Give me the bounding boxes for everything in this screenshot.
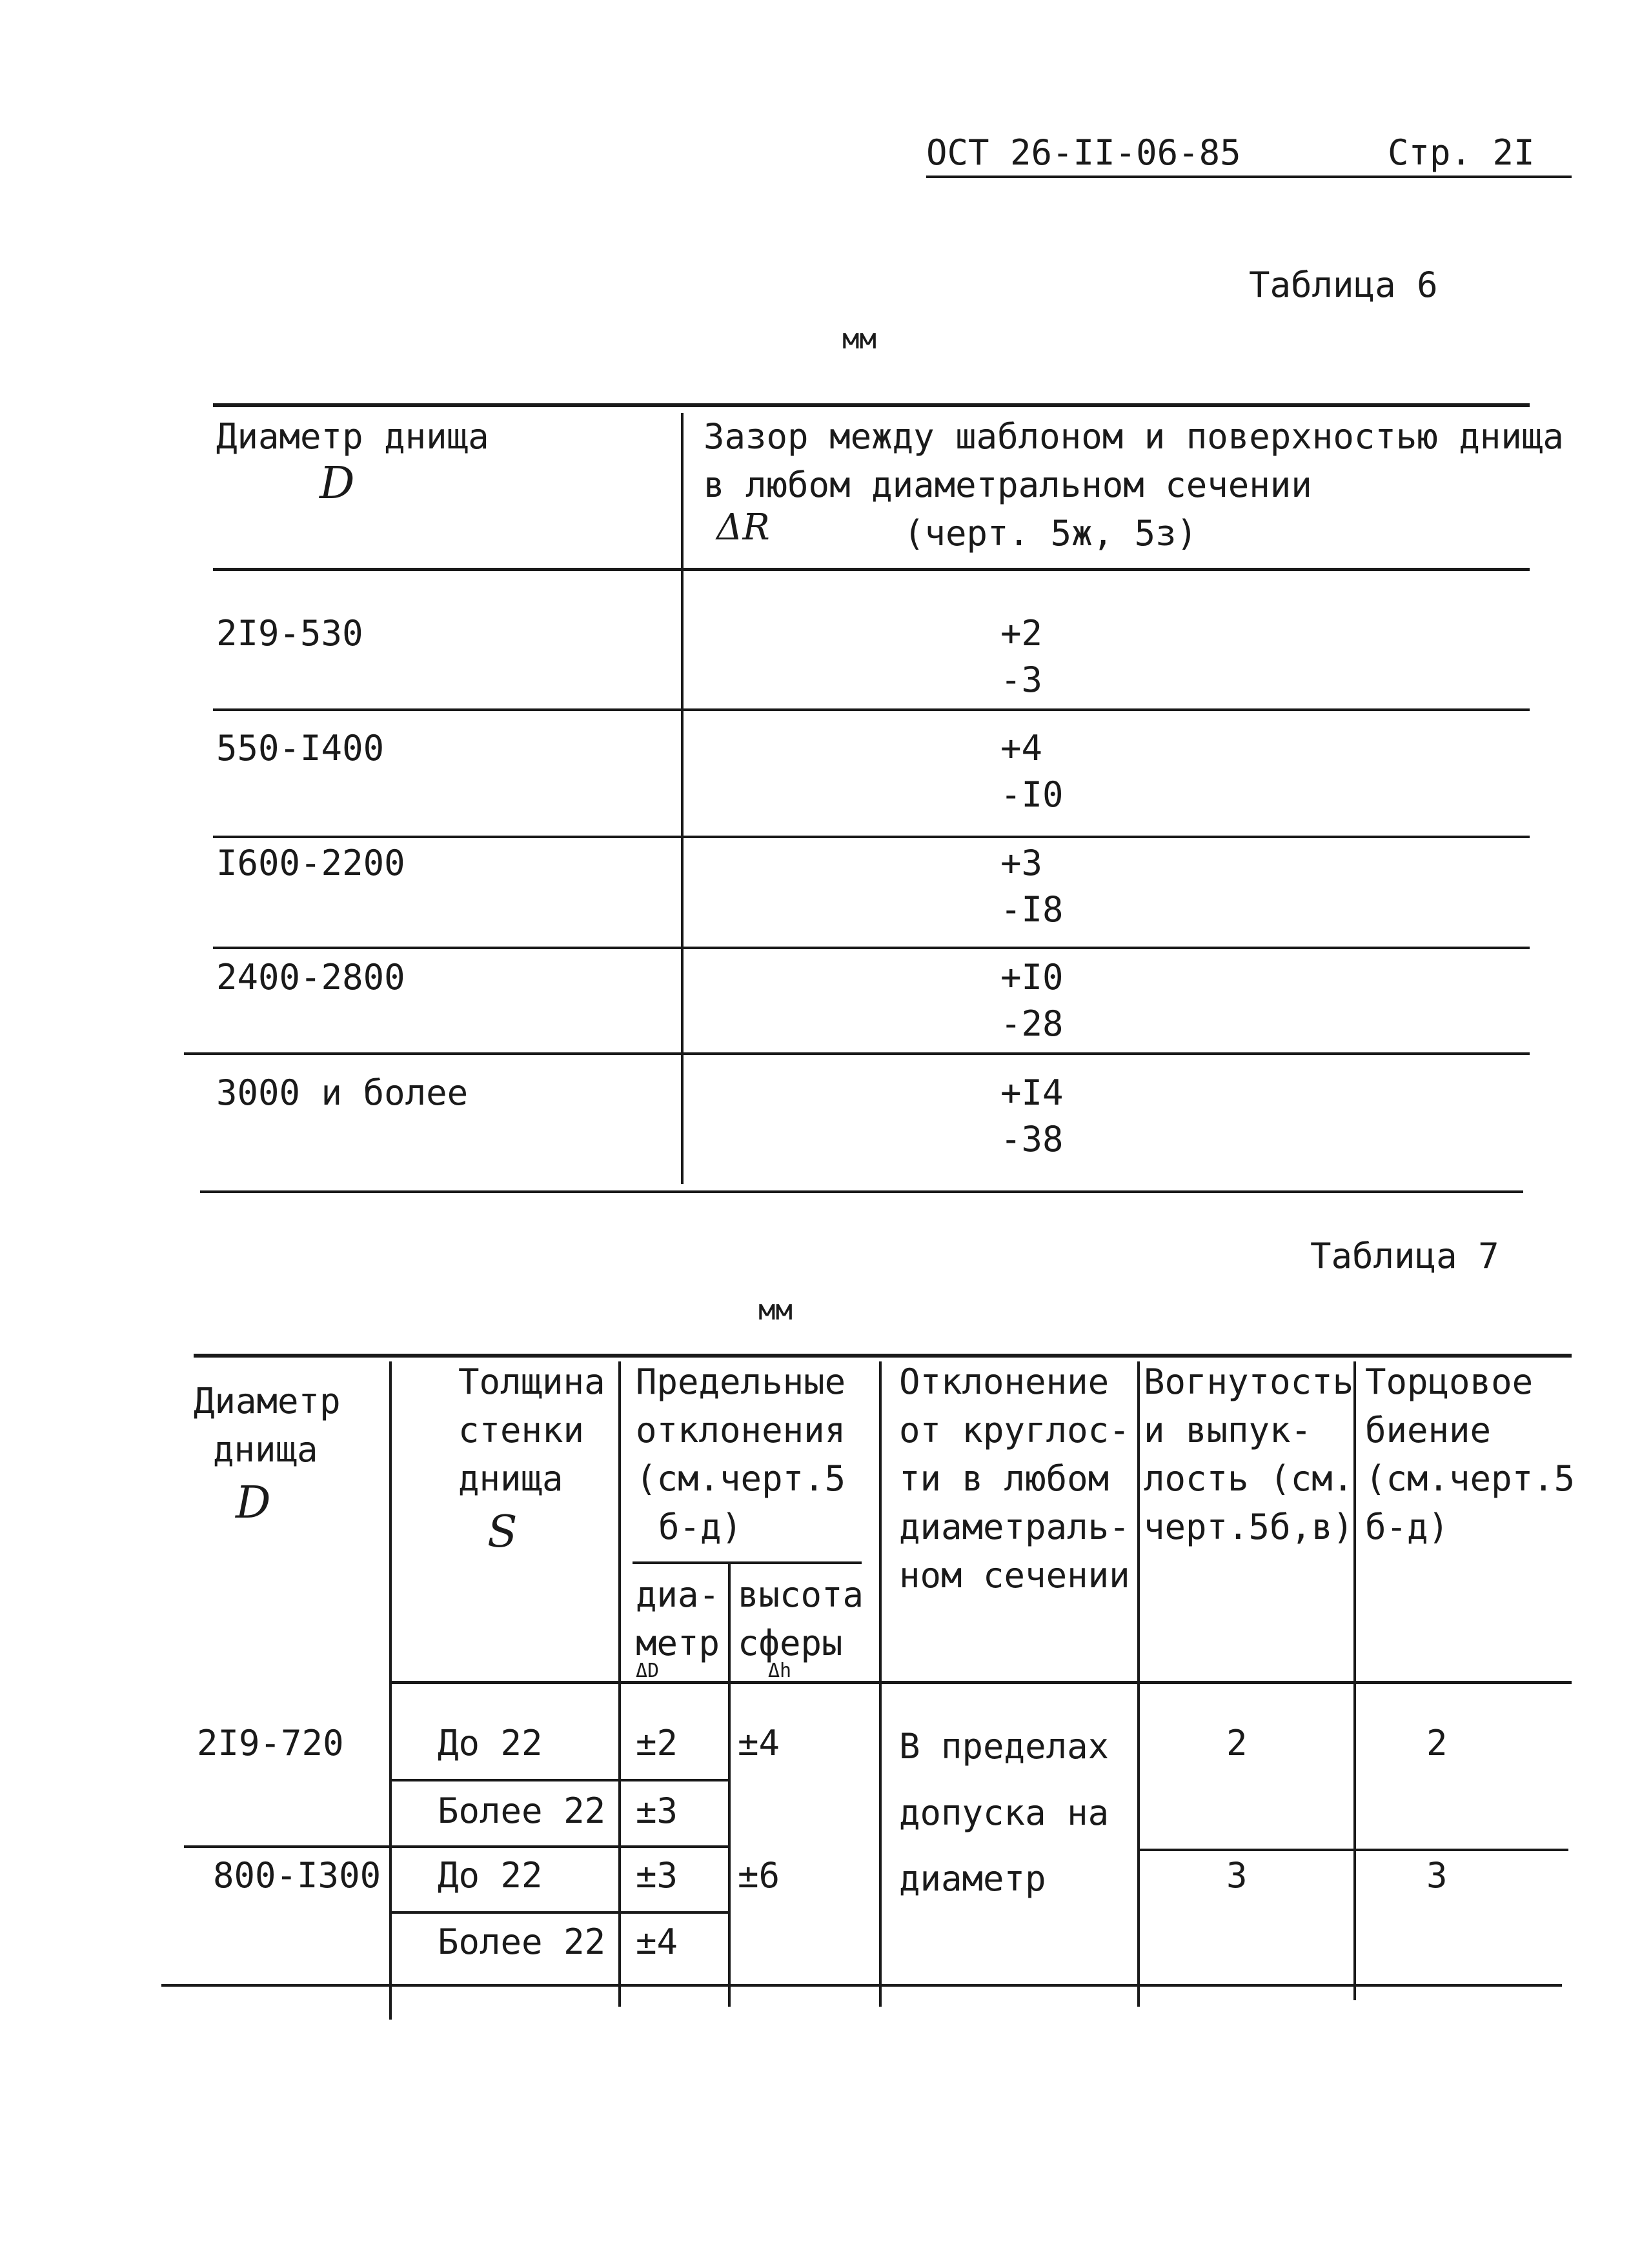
table6-bottom-rule xyxy=(200,1190,1523,1193)
table7-group-rule xyxy=(184,1845,729,1848)
table7-header-roundness-1: Отклонение xyxy=(899,1361,1109,1402)
table7-header-thickness-2: стенки xyxy=(458,1410,585,1450)
table7-divider xyxy=(618,1361,621,2007)
table6-row2-diameter: 550-I400 xyxy=(216,728,385,768)
table6-row2-plus: +4 xyxy=(1000,728,1043,768)
table7-group2-sphere-dev: ±6 xyxy=(738,1855,780,1896)
table7-header-thickness-3: днища xyxy=(458,1458,563,1499)
table6-col1-header: Диаметр днища xyxy=(216,416,489,457)
table7-roundness-value-3: диаметр xyxy=(899,1858,1046,1899)
table6-row-rule xyxy=(213,947,1530,949)
table6-row1-plus: +2 xyxy=(1000,613,1043,654)
table7-header-roundness-5: ном сечении xyxy=(899,1555,1130,1596)
table7-top-rule xyxy=(194,1354,1572,1358)
table7-header-roundness-3: ти в любом xyxy=(899,1458,1109,1499)
table7-header-diameter-2: днища xyxy=(213,1429,318,1470)
table6-col2-header-ref: (черт. 5ж, 5з) xyxy=(904,513,1198,554)
table7-header-sub-sphere-2: сферы xyxy=(738,1623,843,1663)
table7-unit: мм xyxy=(758,1294,793,1327)
table6-row3-diameter: I600-2200 xyxy=(216,843,405,883)
table6-col2-header-line2: в любом диаметральном сечении xyxy=(704,465,1312,505)
table6-row2-minus: -I0 xyxy=(1000,774,1064,815)
table7-header-sub-sphere-1: высота xyxy=(738,1574,864,1615)
table7-divider xyxy=(389,1361,392,2020)
table7-group1-row1-diam-dev: ±2 xyxy=(636,1723,678,1763)
table7-roundness-value-1: В пределах xyxy=(899,1726,1109,1767)
table7-header-runout-3: (см.черт.5 xyxy=(1365,1458,1575,1499)
table6-caption: Таблица 6 xyxy=(1249,265,1438,305)
table7-header-concavity-2: и выпук- xyxy=(1144,1410,1312,1450)
table7-group1-runout: 2 xyxy=(1426,1723,1448,1763)
table7-header-limits-2: отклонения xyxy=(636,1410,846,1450)
table7-group1-row1-thickness: До 22 xyxy=(438,1723,543,1763)
table7-group1-sphere-dev: ±4 xyxy=(738,1723,780,1763)
table6-top-rule xyxy=(213,403,1530,407)
table7-header-runout-1: Торцовое xyxy=(1365,1361,1534,1402)
table7-header-diameter-1: Диаметр xyxy=(194,1381,341,1421)
table7-group2-row2-thickness: Более 22 xyxy=(438,1922,606,1962)
table7-group1-row2-thickness: Более 22 xyxy=(438,1791,606,1831)
table6-row4-minus: -28 xyxy=(1000,1003,1064,1044)
table7-header-sub-sphere-symbol: Δh xyxy=(768,1660,792,1682)
table7-bottom-rule xyxy=(161,1984,1562,1987)
page-number: Стр. 2I xyxy=(1388,132,1535,173)
table7-group2-runout: 3 xyxy=(1426,1855,1448,1896)
table6-row-rule xyxy=(213,708,1530,711)
table7-header-limits-1: Предельные xyxy=(636,1361,846,1402)
table7-header-limits-4: б-д) xyxy=(658,1507,743,1547)
table6-row3-minus: -I8 xyxy=(1000,889,1064,930)
table6-col2-header-line1: Зазор между шаблоном и поверхностью днища xyxy=(704,416,1564,457)
table7-roundness-value-2: допуска на xyxy=(899,1792,1109,1833)
table7-group2-row2-diam-dev: ±4 xyxy=(636,1922,678,1962)
table7-subrow-rule xyxy=(390,1911,729,1914)
table7-group-rule xyxy=(1139,1849,1568,1851)
table7-divider xyxy=(879,1361,882,2007)
table7-group2-row1-thickness: До 22 xyxy=(438,1855,543,1896)
table6-col1-symbol: D xyxy=(319,458,355,509)
table6-row5-plus: +I4 xyxy=(1000,1072,1064,1113)
table6-row-rule xyxy=(184,1052,1530,1055)
table7-subrow-rule xyxy=(390,1779,729,1781)
table7-group2-concavity: 3 xyxy=(1226,1855,1248,1896)
table7-header-rule xyxy=(390,1681,1572,1684)
table6-col2-symbol: ΔR xyxy=(716,507,770,548)
table7-header-roundness-2: от круглос- xyxy=(899,1410,1130,1450)
table7-group1-diameter: 2I9-720 xyxy=(197,1723,344,1763)
table7-header-concavity-3: лость (см. xyxy=(1144,1458,1354,1499)
table7-header-sub-diameter-2: метр xyxy=(636,1623,720,1663)
table7-caption: Таблица 7 xyxy=(1310,1236,1499,1276)
table7-header-concavity-1: Вогнутость xyxy=(1144,1361,1354,1402)
table7-header-diameter-symbol: D xyxy=(236,1478,271,1529)
table6-row4-diameter: 2400-2800 xyxy=(216,957,405,998)
table6-row1-minus: -3 xyxy=(1000,659,1043,700)
table7-header-sub-diameter-symbol: ΔD xyxy=(636,1660,660,1682)
table6-row5-diameter: 3000 и более xyxy=(216,1072,469,1113)
table7-header-roundness-4: диаметраль- xyxy=(899,1507,1130,1547)
table6-row5-minus: -38 xyxy=(1000,1119,1064,1159)
table6-header-rule xyxy=(213,568,1530,571)
table7-divider xyxy=(1353,1361,1356,2000)
table7-header-limits-3: (см.черт.5 xyxy=(636,1458,846,1499)
table7-header-sub-diameter-1: диа- xyxy=(636,1574,720,1615)
table6-row4-plus: +I0 xyxy=(1000,957,1064,998)
table7-group1-row2-diam-dev: ±3 xyxy=(636,1791,678,1831)
table7-group2-row1-diam-dev: ±3 xyxy=(636,1855,678,1896)
table7-group1-concavity: 2 xyxy=(1226,1723,1248,1763)
table7-divider xyxy=(1137,1361,1140,2007)
table7-group2-diameter: 800-I300 xyxy=(213,1855,381,1896)
table7-divider xyxy=(728,1561,731,2007)
table7-header-runout-2: биение xyxy=(1365,1410,1492,1450)
table7-header-thickness-symbol: S xyxy=(487,1507,518,1558)
table7-subheader-rule xyxy=(633,1561,862,1564)
table6-unit: мм xyxy=(842,323,876,356)
table7-header-runout-4: б-д) xyxy=(1365,1507,1450,1547)
table6-column-divider xyxy=(681,413,684,1184)
table6-row1-diameter: 2I9-530 xyxy=(216,613,363,654)
table6-row-rule xyxy=(213,836,1530,838)
table6-row3-plus: +3 xyxy=(1000,843,1043,883)
document-code: ОСТ 26-II-06-85 xyxy=(926,132,1241,173)
table7-header-concavity-4: черт.5б,в) xyxy=(1144,1507,1354,1547)
table7-header-thickness-1: Толщина xyxy=(458,1361,605,1402)
document-code-underline xyxy=(926,176,1572,178)
